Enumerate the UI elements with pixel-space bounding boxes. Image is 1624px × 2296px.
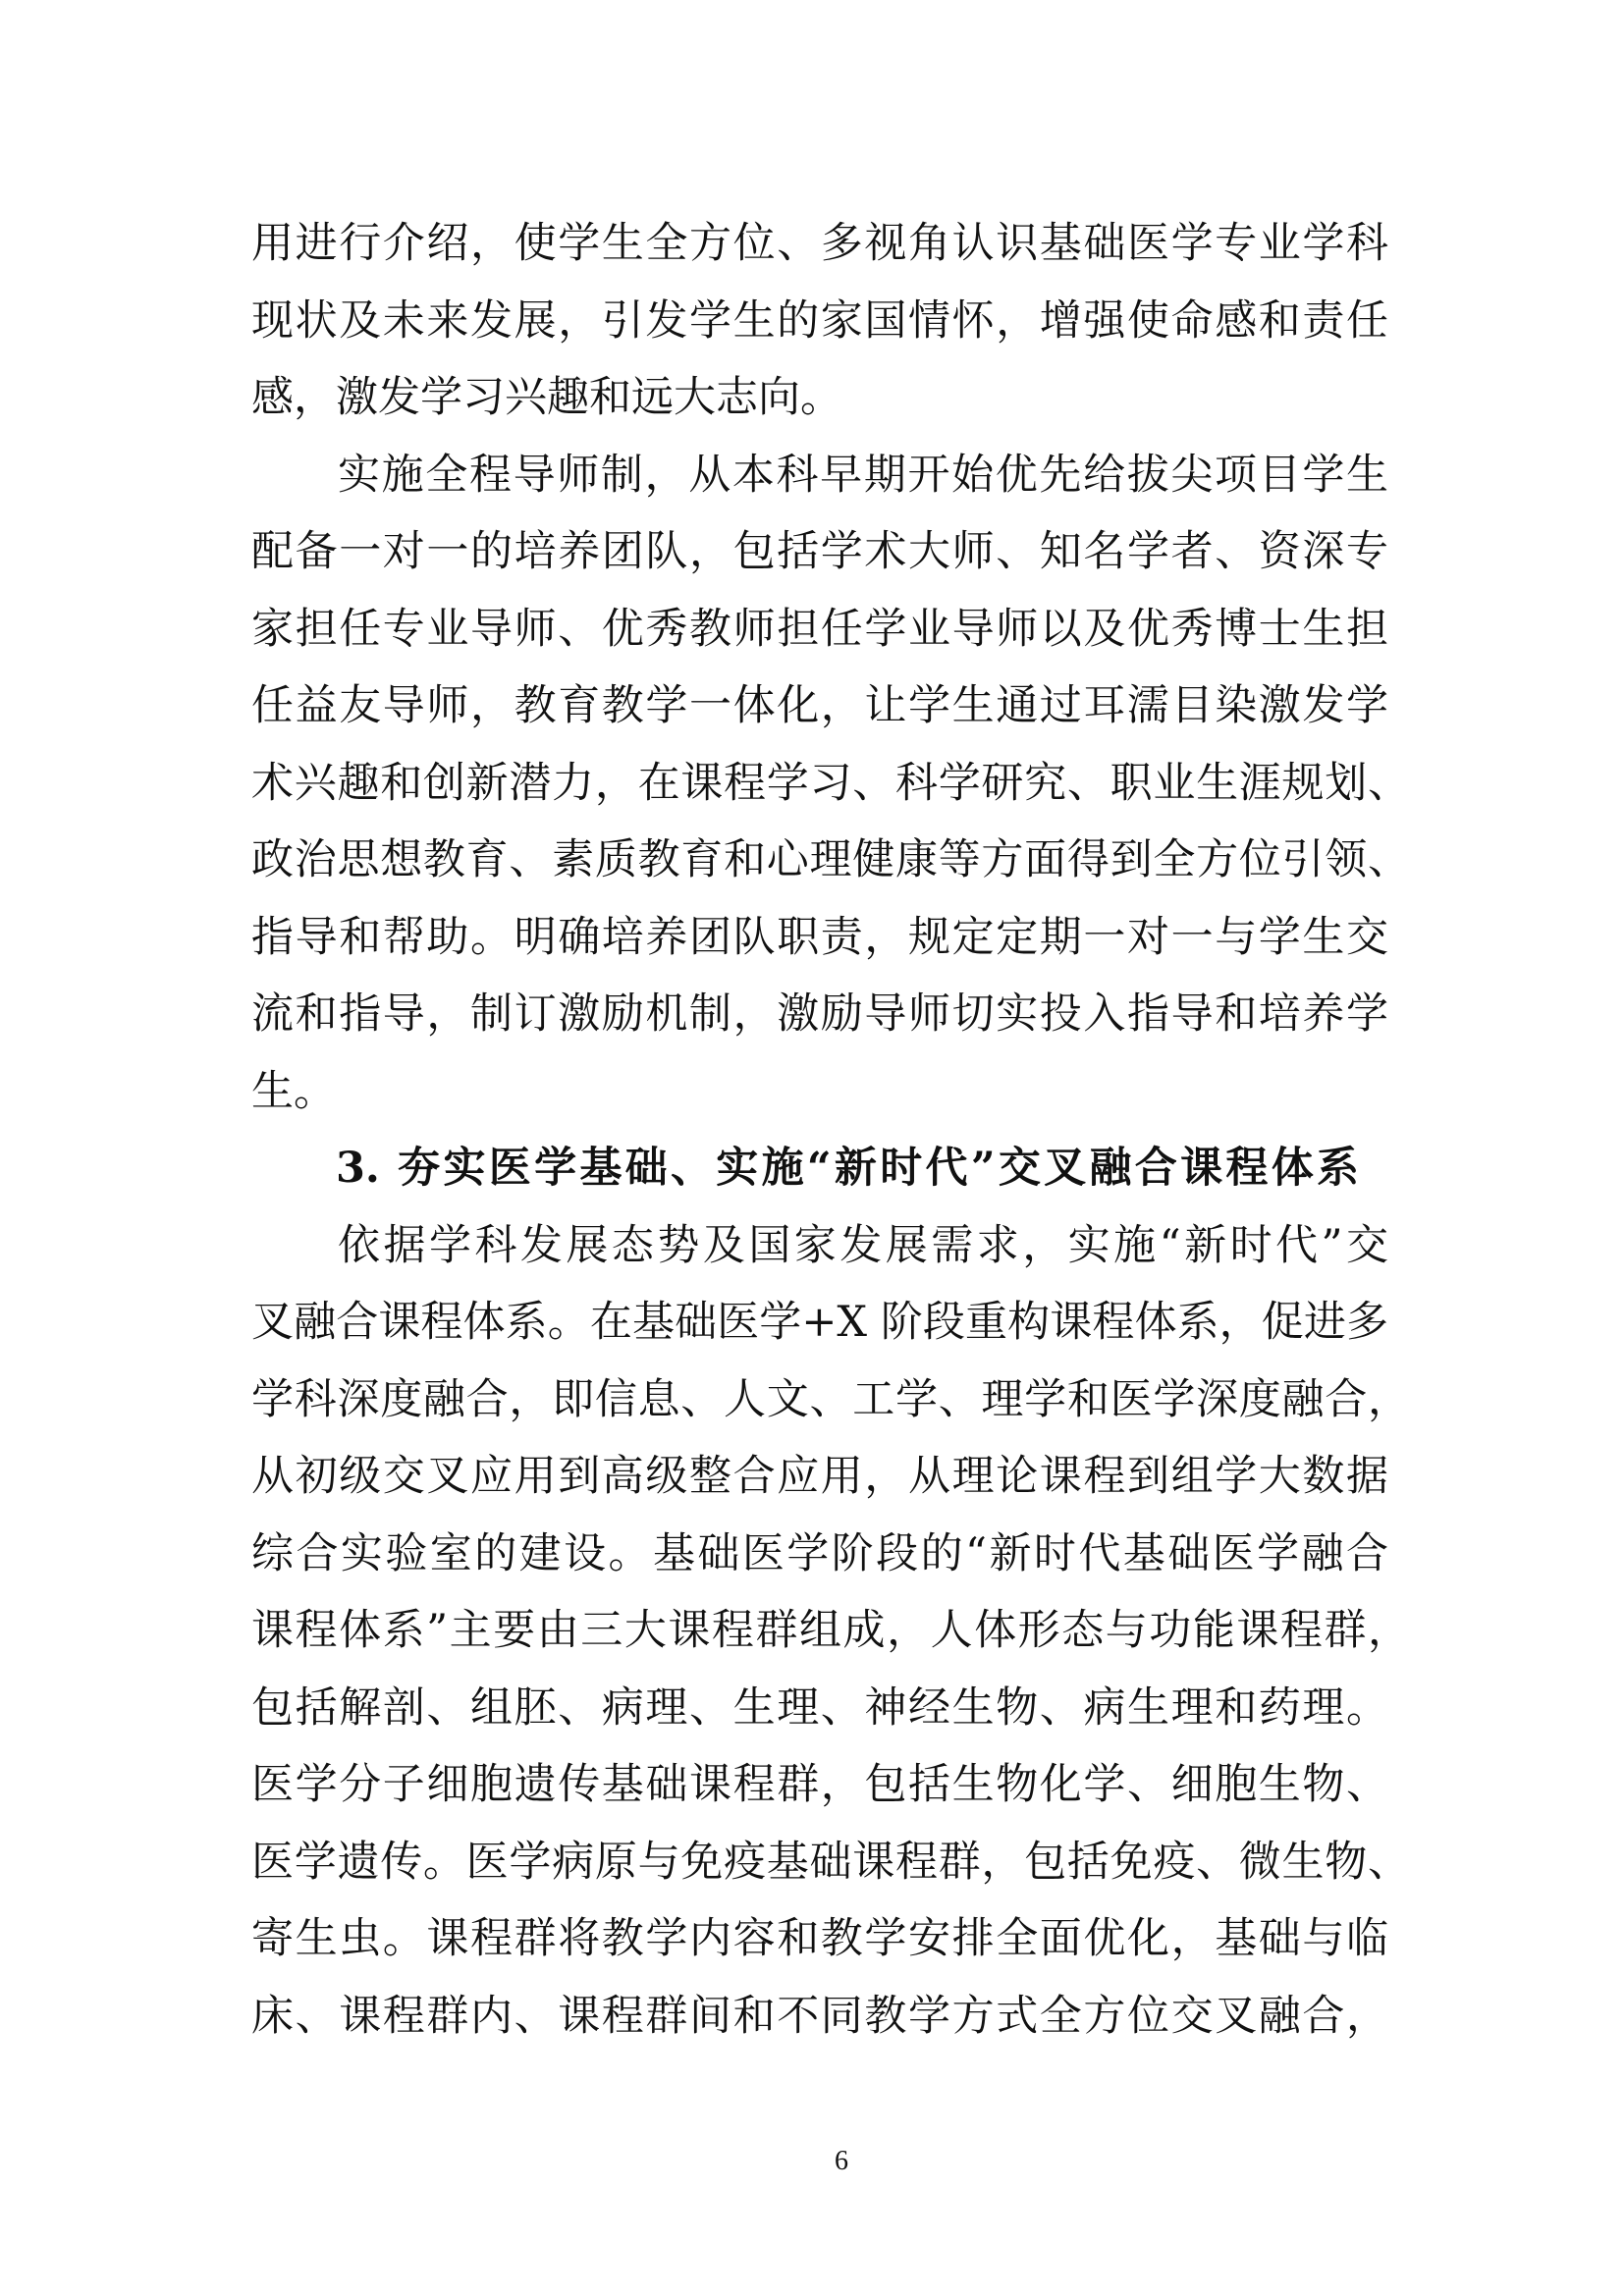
body-text-line: 床、课程群内、课程群间和不同教学方式全方位交叉融合，	[251, 1991, 1388, 2041]
page-number: 6	[835, 2146, 848, 2176]
body-text-line: 指导和帮助。明确培养团队职责，规定定期一对一与学生交	[251, 912, 1388, 962]
document-body	[251, 205, 1430, 2055]
body-text-line: 现状及未来发展，引发学生的家国情怀，增强使命感和责任	[251, 295, 1388, 346]
body-text-line: 配备一对一的培养团队，包括学术大师、知名学者、资深专	[251, 527, 1388, 576]
body-text-line: 叉融合课程体系。在基础医学+X 阶段重构课程体系，促进多	[251, 1298, 1388, 1347]
body-text-line: 综合实验室的建设。基础医学阶段的“新时代基础医学融合	[251, 1528, 1388, 1578]
body-text-line: 寄生虫。课程群将教学内容和教学安排全面优化，基础与临	[251, 1914, 1388, 1963]
body-text-line: 学科深度融合，即信息、人文、工学、理学和医学深度融合，	[251, 1374, 1410, 1424]
body-text-line: 家担任专业导师、优秀教师担任学业导师以及优秀博士生担	[251, 604, 1388, 654]
body-text-line: 用进行介绍，使学生全方位、多视角认识基础医学专业学科	[251, 219, 1388, 268]
body-text-line: 从初级交叉应用到高级整合应用，从理论课程到组学大数据	[251, 1452, 1388, 1501]
body-text-line: 实施全程导师制，从本科早期开始优先给拔尖项目学生	[338, 450, 1388, 500]
body-text-line: 感，激发学习兴趣和远大志向。	[251, 373, 842, 422]
body-text-line: 课程体系”主要由三大课程群组成，人体形态与功能课程群，	[251, 1606, 1410, 1655]
body-text-line: 医学分子细胞遗传基础课程群，包括生物化学、细胞生物、	[251, 1760, 1388, 1809]
body-text-line: 任益友导师，教育教学一体化，让学生通过耳濡目染激发学	[251, 681, 1388, 730]
section-heading: 3. 夯实医学基础、实施“新时代”交叉融合课程体系	[336, 1144, 1359, 1193]
body-text-line: 术兴趣和创新潜力，在课程学习、科学研究、职业生涯规划、	[251, 758, 1410, 808]
body-text-line: 生。	[251, 1066, 336, 1116]
body-text-line: 政治思想教育、素质教育和心理健康等方面得到全方位引领、	[251, 835, 1410, 884]
body-text-line: 依据学科发展态势及国家发展需求，实施“新时代”交	[338, 1220, 1388, 1270]
body-text-line: 医学遗传。医学病原与免疫基础课程群，包括免疫、微生物、	[251, 1837, 1410, 1887]
body-text-line: 流和指导，制订激励机制，激励导师切实投入指导和培养学	[251, 989, 1388, 1039]
body-text-line: 包括解剖、组胚、病理、生理、神经生物、病生理和药理。	[251, 1682, 1388, 1733]
